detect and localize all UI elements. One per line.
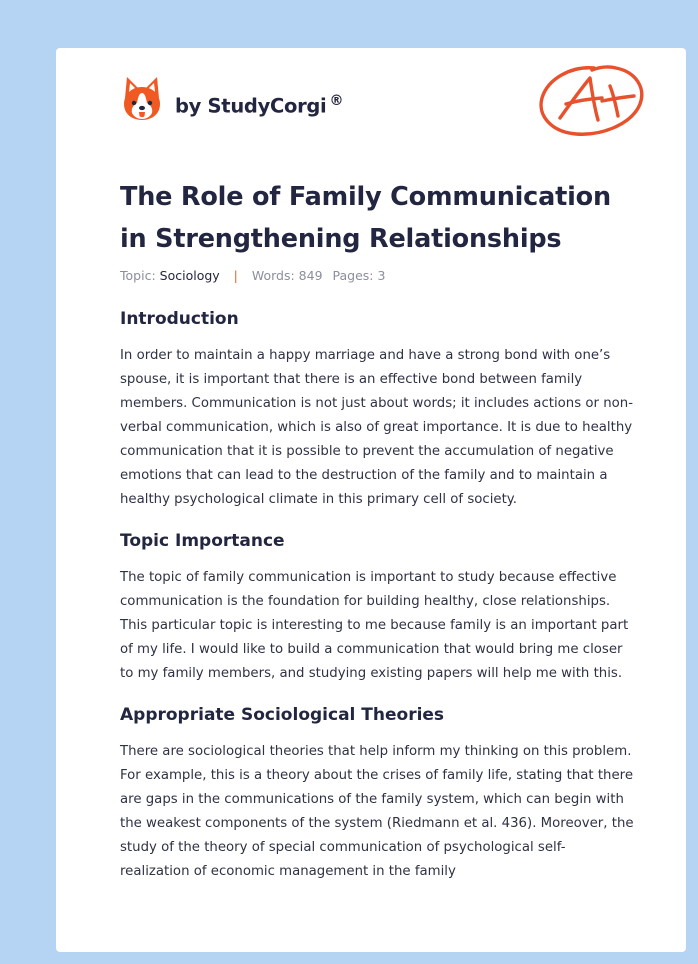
word-count: Words: 849 <box>251 268 323 283</box>
studycorgi-logo[interactable] <box>122 76 343 122</box>
document-page <box>56 48 686 952</box>
registered-mark: ® <box>329 92 344 109</box>
topic-link[interactable]: Sociology <box>159 268 220 283</box>
section-heading-introduction: Introduction <box>120 309 239 329</box>
topic-label: Topic: <box>120 268 156 283</box>
page-count: Pages: 3 <box>332 268 386 283</box>
document-meta <box>120 268 634 283</box>
document-title: The Role of Family Communication in Strengthening Relationships <box>120 182 611 254</box>
page-header <box>56 48 686 168</box>
brand-name: by StudyCorgi ® <box>175 92 344 118</box>
document-content <box>120 176 634 884</box>
section-text-sociological-theories: There are sociological theories that help inform my thinking on this problem. For example, this is a theory about the crises of family life, stating that there are gaps in the communications of the family system, which can begin with the weakest components of the system (Riedmann et al. 436). Moreover, the study of the theory of special communication of psychological self-realization of economic management in the family <box>120 744 634 879</box>
section-heading-sociological-theories: Appropriate Sociological Theories <box>120 705 445 725</box>
section-text-introduction: In order to maintain a happy marriage and have a strong bond with one’s spouse, it is important that there is an effective bond between family members. Communication is not just about words; it includes actions or non-verbal communication, which is also of great importance. It is due to healthy communication that it is possible to prevent the accumulation of negative emotions that can lead to the destruction of the family and to maintain a healthy psychological climate in this primary cell of society. <box>120 348 634 507</box>
a-plus-grade-icon <box>536 56 648 140</box>
corgi-icon <box>122 76 162 122</box>
section-heading-topic-importance: Topic Importance <box>120 531 285 551</box>
meta-separator: | <box>233 268 238 283</box>
section-text-topic-importance: The topic of family communication is important to study because effective communication is the foundation for building healthy, close relationships. This particular topic is interesting to me because family is an important part of my life. I would like to build a communication that would bring me closer to my family members, and studying existing papers will help me with this. <box>120 570 629 681</box>
